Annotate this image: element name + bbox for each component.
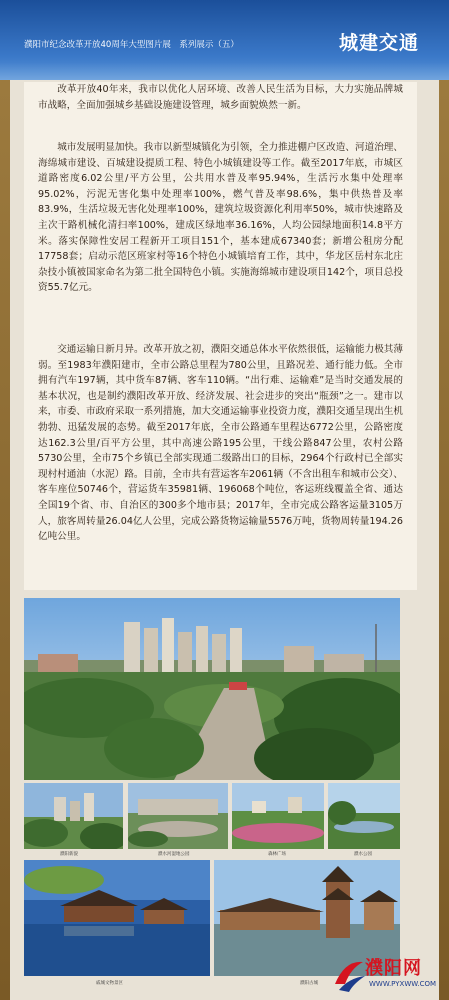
transport-paragraph: 交通运输日新月异。改革开放之初，濮阳交通总体水平依然很低，运输能力极其薄弱。至1983年濮阳建市，全市公路总里程为780公里，且路况差、通行能力低。全市拥有汽车197辆，其中货车87辆、客车110辆。“出行难、运输难”是当时交通发展的基本状况，也是制约濮阳改革开放、经济发展、社会进步的突出“瓶颈”之一。建市以来，市委、市政府采取一系列措施，加大交通运输事业投资力度，濮阳交通呈现出生机勃勃、迅猛发展的态势。截至2017年底，全市公路通车里程达6772公里，公路密度达162.3公里/百平方公里，其中高速公路195公里，干线公路847公里，农村公路5730公里，全市75个乡镇已全部实现通二级路出口的目标，2964个行政村已全部实现村村通油（水泥）路。目前，全市共有营运客车2061辆（不含出租车和城市公交）、客车座位50746个，营运货车35981辆、196068个吨位，客运班线覆盖全省、通达全国19个省、市、自治区的300多个地市县；2017年，全市完成公路客运量3105万人，旅客周转量26.04亿人公里，完成公路货物运输量5576万吨，货物周转量194.26亿吨公里。 [38, 344, 403, 543]
photo-1 [24, 783, 123, 849]
text-panel [24, 82, 417, 590]
header-banner [0, 0, 449, 80]
header-decoration [0, 62, 449, 80]
caption-3: 森林广场 [268, 852, 286, 857]
photo-longcheng-square [24, 598, 400, 780]
intro-paragraph: 改革开放40年来，我市以优化人居环境、改善人民生活为目标，大力实施品牌城市战略，全面加强城乡基础设施建设管理，城乡面貌焕然一新。 [38, 84, 403, 111]
exhibition-subtitle: 濮阳市纪念改革开放40周年大型图片展 系列展示（五） [24, 40, 239, 50]
photo-3 [232, 783, 324, 849]
caption-1: 濮阳新貌 [60, 852, 78, 857]
photo-4 [328, 783, 400, 849]
caption-2: 濮水河湿地公园 [158, 852, 190, 857]
caption-5: 戚城文物景区 [96, 981, 123, 986]
photo-5 [24, 860, 210, 976]
watermark-logo [331, 952, 441, 996]
photo-2 [128, 783, 228, 849]
left-border [0, 80, 10, 1000]
right-border [439, 80, 449, 1000]
brand-text: 濮阳网 [365, 958, 422, 979]
swoosh-logo-icon [331, 954, 367, 994]
page-title: 城建交通 [338, 32, 419, 54]
urban-development-paragraph: 城市发展明显加快。我市以新型城镇化为引领，全力推进棚户区改造、河道治理、海绵城市建设、百城建设提质工程、特色小城镇建设等工作。截至2017年底，市城区道路密度6.02公里/平方公里，公共用水普及率95.94%，生活污水集中处理率95.02%，污泥无害化集中处理率100%，燃气普及率98.6%，集中供热普及率83.9%，生活垃圾无害化处理率100%，建筑垃圾资源化利用率50%，城市快速路及主次干路机械化清扫率100%，建成区绿地率36.16%，人均公园绿地面积14.8平方米。落实保障性安居工程新开工项目151个，基本建成67340套；新增公租房分配17758套；启动示范区班家村等16个特色小城镇培育工作，其中，华龙区岳村东北庄杂技小镇被国家命名为第二批全国特色小镇。实施海绵城市建设项目142个，项目总投资55.7亿元。 [38, 142, 403, 294]
caption-4: 濮水公园 [354, 852, 372, 857]
brand-url: WWW.PYXWW.COM [369, 980, 437, 988]
caption-6: 濮阳古城 [300, 981, 318, 986]
